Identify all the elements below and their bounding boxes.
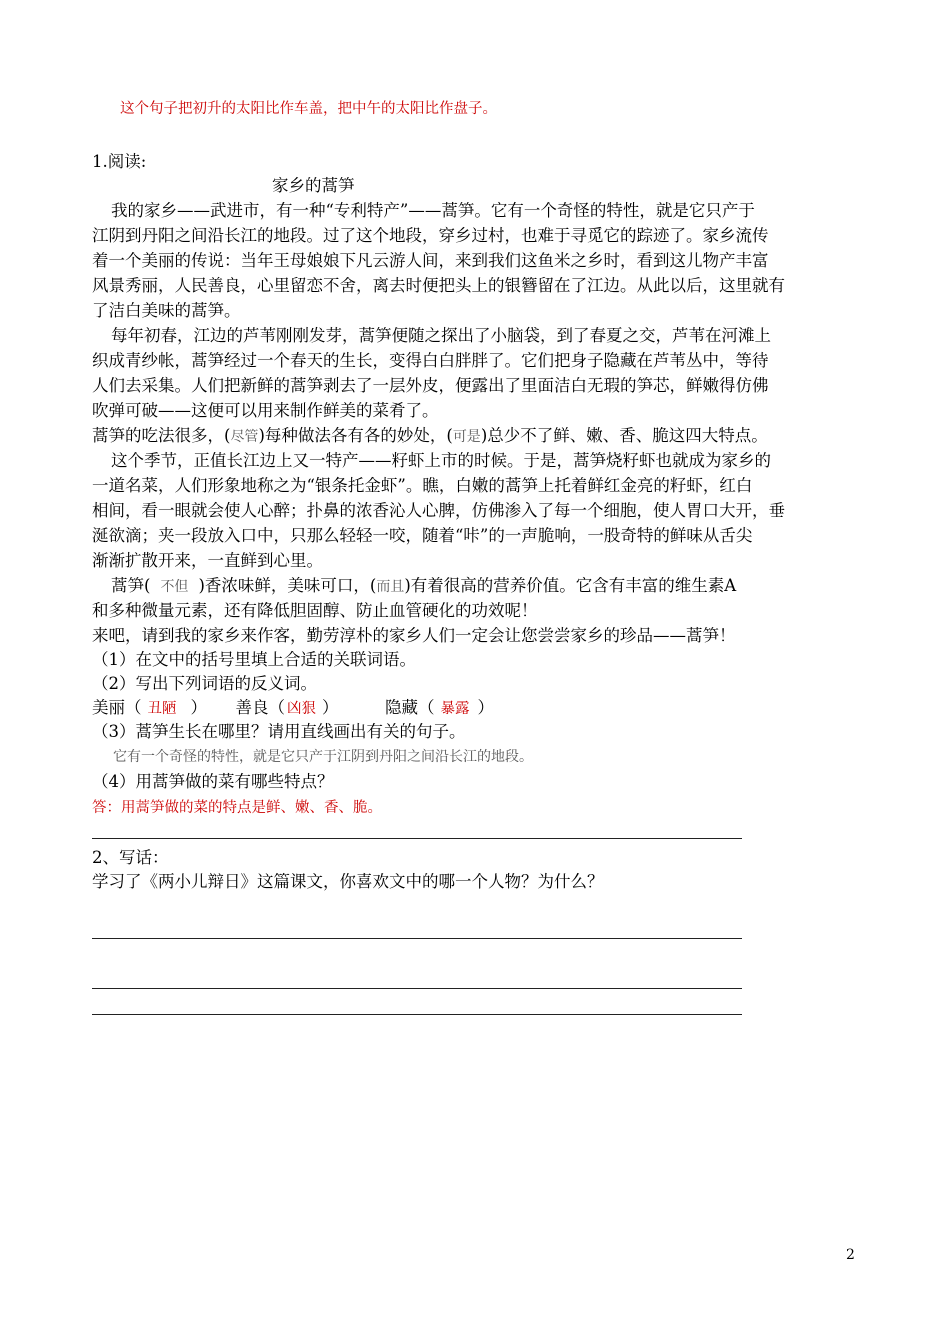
text-segment: 蒿笋的吃法很多，( — [92, 426, 231, 445]
passage-line-with-blanks — [92, 424, 872, 449]
passage-line: 人们去采集。人们把新鲜的蒿笋剥去了一层外皮，便露出了里面洁白无瑕的笋芯，鲜嫩得仿佛 — [92, 376, 769, 395]
passage-line: 了洁白美味的蒿笋。 — [92, 301, 241, 320]
passage-line: 和多种微量元素，还有降低胆固醇、防止血管硬化的功效呢！ — [92, 601, 538, 620]
text-segment: )每种做法各有各的妙处，( — [258, 426, 453, 445]
passage-title: 家乡的蒿笋 — [272, 176, 355, 195]
passage-line: 着一个美丽的传说：当年王母娘娘下凡云游人间，来到我们这鱼米之乡时，看到这儿物产丰富 — [92, 251, 769, 270]
sub-question-3-answer: 它有一个奇怪的特性，就是它只产于江阴到丹阳之间沿长江的地段。 — [113, 749, 533, 765]
passage-line: 吹弹可破——这便可以用来制作鲜美的菜肴了。 — [92, 401, 439, 420]
page-number: 2 — [846, 1247, 855, 1263]
antonym-word: 善良（ — [235, 698, 285, 717]
passage-line: 江阴到丹阳之间沿长江的地段。过了这个地段，穿乡过村，也难于寻觅它的踪迹了。家乡流传 — [92, 226, 769, 245]
sub-question-4: （4）用蒿笋做的菜有哪些特点？ — [92, 772, 334, 791]
bracket: ） — [477, 698, 494, 717]
antonym-answers — [92, 696, 872, 721]
q2-prompt: 学习了《两小儿辩日》这篇课文，你喜欢文中的哪一个人物？为什么？ — [92, 872, 604, 891]
writing-line — [92, 938, 742, 939]
filled-conjunction: 尽管 — [230, 429, 259, 445]
antonym-word: 隐藏（ — [385, 698, 435, 717]
passage-line: 风景秀丽，人民善良，心里留恋不舍，离去时便把头上的银簪留在了江边。从此以后，这里就有 — [92, 276, 785, 295]
passage-line-with-blanks — [111, 574, 891, 599]
q1-heading: 1.阅读: — [92, 152, 147, 171]
bracket: ） — [322, 698, 339, 717]
passage-line: 一道名菜，人们形象地称之为“银条托金虾”。瞧，白嫩的蒿笋上托着鲜红金亮的籽虾，红白 — [92, 476, 753, 495]
antonym-answer: 凶狠 — [287, 701, 316, 717]
filled-conjunction: 而且 — [376, 579, 405, 595]
antonym-word: 美丽（ — [92, 698, 142, 717]
passage-line: 每年初春，江边的芦苇刚刚发芽，蒿笋便随之探出了小脑袋，到了春夏之交，芦苇在河滩上 — [111, 326, 771, 345]
filled-conjunction: 不但 — [160, 579, 189, 595]
text-segment: )香浓味鲜，美味可口，( — [198, 576, 377, 595]
text-segment: 蒿笋( — [111, 576, 151, 595]
writing-line — [92, 988, 742, 989]
passage-line: 这个季节，正值长江边上又一特产——籽虾上市的时候。于是，蒿笋烧籽虾也就成为家乡的 — [111, 451, 771, 470]
passage-line: 相间，看一眼就会使人心醉；扑鼻的浓香沁人心脾，仿佛渗入了每一个细胞，使人胃口大开，垂 — [92, 501, 785, 520]
passage-line: 涎欲滴；夹一段放入口中，只那么轻轻一咬，随着“咔”的一声脆响，一股奇特的鲜味从舌尖 — [92, 526, 753, 545]
sub-question-1: （1）在文中的括号里填上合适的关联词语。 — [92, 650, 416, 669]
q2-heading: 2、写话： — [92, 848, 169, 867]
answer-line — [92, 838, 742, 839]
bracket: ） — [190, 698, 207, 717]
antonym-answer: 暴露 — [440, 701, 470, 717]
text-segment: )有着很高的营养价值。它含有丰富的维生素A — [404, 576, 737, 595]
text-segment: )总少不了鲜、嫩、香、脆这四大特点。 — [480, 426, 768, 445]
antonym-answer: 丑陋 — [147, 701, 177, 717]
passage-line: 我的家乡——武进市，有一种“专利特产”——蒿笋。它有一个奇怪的特性，就是它只产于 — [111, 201, 755, 220]
sub-question-2: （2）写出下列词语的反义词。 — [92, 674, 317, 693]
writing-line — [92, 1014, 742, 1015]
passage-line: 织成青纱帐，蒿笋经过一个春天的生长，变得白白胖胖了。它们把身子隐藏在芦苇丛中，等待 — [92, 351, 769, 370]
passage-line: 来吧，请到我的家乡来作客，勤劳淳朴的家乡人们一定会让您尝尝家乡的珍品——蒿笋！ — [92, 626, 736, 645]
top-answer-note: 这个句子把初升的太阳比作车盖，把中午的太阳比作盘子。 — [120, 101, 497, 117]
sub-question-4-answer: 答：用蒿笋做的菜的特点是鲜、嫩、香、脆。 — [92, 800, 382, 816]
filled-conjunction: 可是 — [452, 429, 481, 445]
sub-question-3: （3）蒿笋生长在哪里？请用直线画出有关的句子。 — [92, 722, 466, 741]
passage-line: 渐渐扩散开来，一直鲜到心里。 — [92, 551, 323, 570]
